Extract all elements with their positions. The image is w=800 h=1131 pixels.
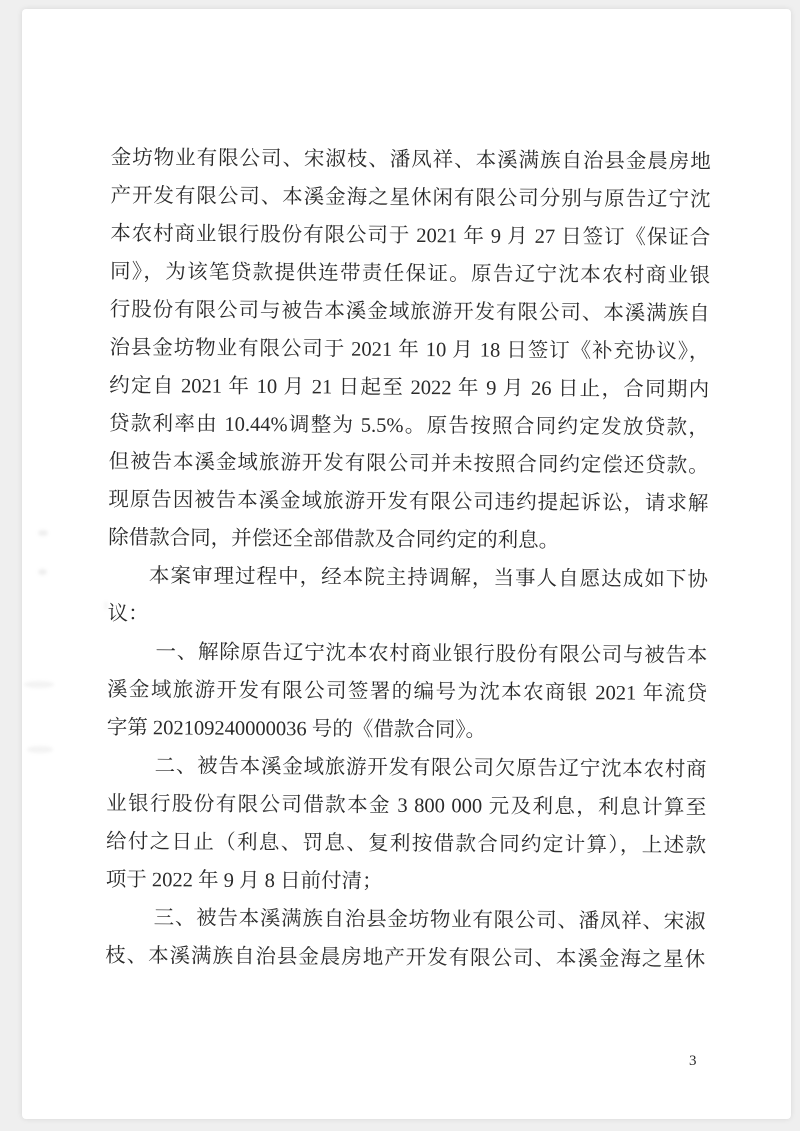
text-line: 同》，为该笔贷款提供连带责任保证。原告辽宁沈本农村商业银 (109, 260, 711, 288)
scan-smudge (104, 601, 108, 610)
text-line: 金坊物业有限公司、宋淑枝、潘凤祥、本溪满族自治县金晨房地 (110, 146, 711, 174)
text-line: 本案审理过程中，经本院主持调解，当事人自愿达成如下协 (148, 565, 708, 592)
scan-smudge (24, 681, 54, 688)
document-page (22, 9, 791, 1119)
text-line: 但被告本溪金域旅游开发有限公司并未按照合同约定偿还贷款。 (108, 450, 709, 478)
scan-smudge (38, 530, 48, 536)
text-line: 本农村商业银行股份有限公司于 2021 年 9 月 27 日签订《保证合 (110, 222, 711, 250)
text-line: 行股份有限公司与被告本溪金域旅游开发有限公司、本溪满族自 (109, 298, 710, 326)
text-line: 除借款合同，并偿还全部借款及合同约定的利息。 (108, 526, 560, 553)
text-line: 项于 2022 年 9 月 8 日前付清； (105, 868, 383, 893)
text-line: 贷款利率由 10.44%调整为 5.5%。原告按照合同约定发放贷款， (108, 412, 709, 440)
text-line: 一、解除原告辽宁沈本农村商业银行股份有限公司与被告本 (155, 641, 708, 668)
text-line: 现原告因被告本溪金域旅游开发有限公司违约提起诉讼，请求解 (108, 488, 709, 516)
scan-smudge (27, 746, 53, 753)
text-line: 枝、本溪满族自治县金晨房地产开发有限公司、本溪金海之星休 (105, 944, 706, 972)
text-line: 议： (107, 602, 149, 626)
text-line: 业银行股份有限公司借款本金 3 800 000 元及利息，利息计算至 (106, 792, 707, 820)
scan-smudge (38, 569, 47, 575)
document-text (105, 139, 711, 979)
text-line: 字第 202109240000036 号的《借款合同》。 (106, 716, 487, 742)
text-line: 溪金域旅游开发有限公司签署的编号为沈本农商银 2021 年流贷 (107, 678, 708, 706)
text-line: 给付之日止（利息、罚息、复利按借款合同约定计算），上述款 (105, 830, 707, 858)
text-line: 治县金坊物业有限公司于 2021 年 10 月 18 日签订《补充协议》， (109, 336, 710, 364)
text-line: 约定自 2021 年 10 月 21 日起至 2022 年 9 月 26 日止，合同期内 (109, 374, 710, 402)
page-number: 3 (689, 1053, 697, 1069)
text-line: 三、被告本溪满族自治县金坊物业有限公司、潘凤祥、宋淑 (153, 907, 706, 934)
text-line: 二、被告本溪金域旅游开发有限公司欠原告辽宁沈本农村商 (154, 755, 707, 782)
text-line: 产开发有限公司、本溪金海之星休闲有限公司分别与原告辽宁沈 (110, 184, 711, 212)
